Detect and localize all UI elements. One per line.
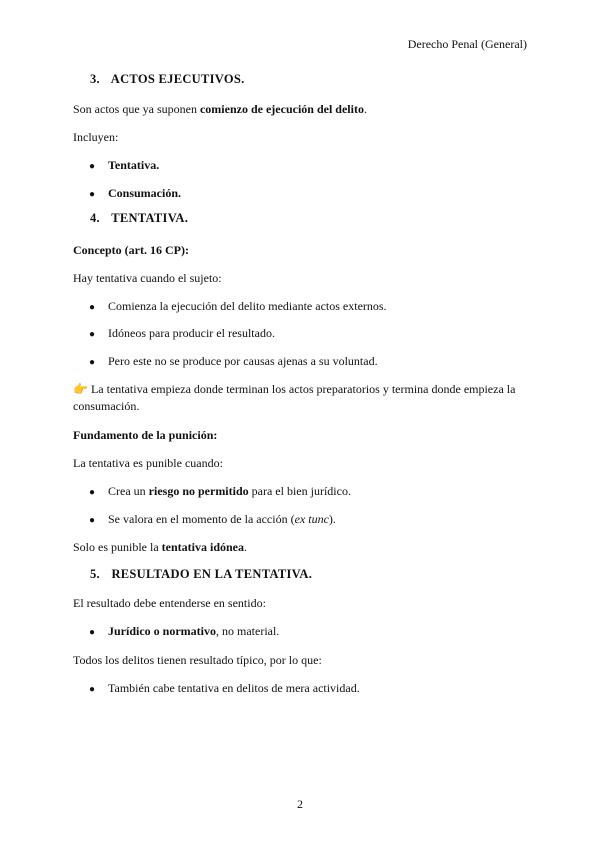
list-item-text: Comienza la ejecución del delito mediante actos externos. [108, 299, 387, 313]
bullet-icon: ● [89, 161, 96, 172]
intro-end: . [363, 102, 367, 116]
list-item-text-end: , no material. [216, 624, 280, 638]
list-item-text: También cabe tentativa en delitos de mera actividad. [108, 681, 360, 695]
list-item-text: Crea un [108, 484, 149, 498]
list-item [89, 624, 279, 639]
running-header: Derecho Penal (General) [407, 37, 527, 51]
list-item [89, 158, 159, 173]
list-item-bold: riesgo no permitido [148, 484, 249, 498]
intro-text: Son actos que ya suponen [73, 102, 200, 116]
list-item-text-end: para el bien jurídico. [248, 484, 351, 498]
foundation-intro: La tentativa es punible cuando: [73, 456, 223, 470]
bullet-icon: ● [89, 627, 96, 638]
bullet-icon: ● [89, 189, 96, 200]
list-item [89, 484, 351, 499]
foundation-label: Fundamento de la punición: [73, 428, 218, 442]
section-5-heading [90, 567, 312, 582]
concept-intro: Hay tentativa cuando el sujeto: [73, 271, 222, 285]
pointing-hand-icon: 👉 [73, 382, 88, 396]
section-5-paragraph: Todos los delitos tienen resultado típico, por lo que: [73, 653, 322, 667]
list-item-bold: Jurídico o normativo [108, 624, 216, 638]
bullet-icon: ● [89, 487, 96, 498]
punible-paragraph [73, 540, 247, 555]
concept-label: Concepto (art. 16 CP): [73, 243, 189, 257]
bullet-icon: ● [89, 357, 96, 368]
list-item-text: Tentativa. [108, 158, 160, 172]
section-5-title: RESULTADO EN LA TENTATIVA. [111, 567, 313, 581]
includes-label: Incluyen: [73, 130, 119, 144]
punible-bold: tentativa idónea [161, 540, 245, 554]
section-3-intro [73, 102, 367, 117]
list-item [89, 186, 181, 201]
list-item [89, 299, 387, 314]
section-4-heading [90, 211, 188, 226]
intro-bold-text: comienzo de ejecución del delito [199, 102, 364, 116]
note-text: La tentativa empieza donde terminan los actos preparatorios y termina donde empieza la consumación. [73, 382, 516, 413]
punible-text: Solo es punible la [73, 540, 162, 554]
section-3-title: ACTOS EJECUTIVOS. [110, 72, 245, 86]
section-5-number: 5. [90, 567, 100, 581]
section-4-number: 4. [90, 211, 100, 225]
bullet-icon: ● [89, 302, 96, 313]
bullet-icon: ● [89, 515, 96, 526]
section-4-title: TENTATIVA. [111, 211, 189, 225]
bullet-icon: ● [89, 329, 96, 340]
list-item-italic: ex tunc [294, 512, 329, 526]
list-item-text: Idóneos para producir el resultado. [108, 326, 275, 340]
list-item-text: Consumación. [108, 186, 182, 200]
punible-end: . [244, 540, 248, 554]
note-paragraph [73, 381, 527, 415]
list-item-text: Se valora en el momento de la acción ( [108, 512, 295, 526]
list-item-text-end: ). [328, 512, 336, 526]
bullet-icon: ● [89, 684, 96, 695]
section-5-intro: El resultado debe entenderse en sentido: [73, 596, 266, 610]
section-3-heading [90, 72, 245, 87]
section-3-number: 3. [90, 72, 100, 86]
page-number: 2 [297, 797, 303, 811]
list-item [89, 681, 360, 696]
list-item [89, 512, 336, 527]
list-item [89, 354, 378, 369]
list-item-text: Pero este no se produce por causas ajenas a su voluntad. [108, 354, 378, 368]
list-item [89, 326, 275, 341]
